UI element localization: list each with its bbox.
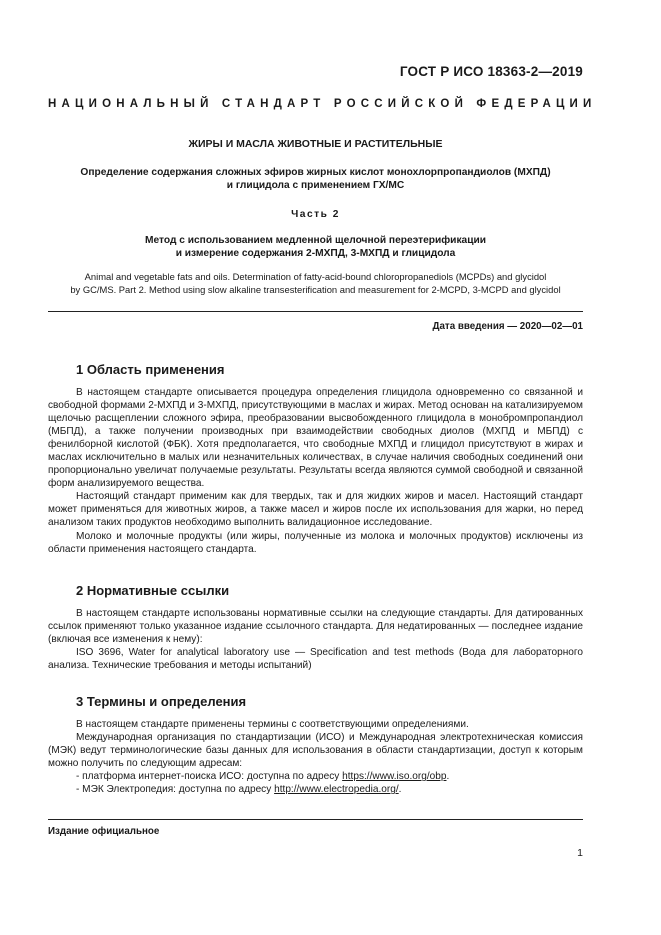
english-title [48,270,583,296]
section-heading: 2 Нормативные ссылки [76,583,230,598]
list-item-end: . [446,771,450,783]
english-line-1: Animal and vegetable fats and oils. Determination of fatty-acid-bound chloropropanediols (MCPDs) and glycidol [84,271,547,282]
page-number: 1 [577,847,583,859]
paragraph: Молоко и молочные продукты (или жиры, полученные из молока и молочных продуктов) исключены из области применения настоящего стандарта. [48,530,583,555]
method-line-2: и измерение содержания 2-МХПД, 3-МХПД и глицидола [175,248,456,259]
official-edition-label: Издание официальное [48,826,160,837]
list-item-text: - платформа интернет-поиска ИСО: доступна по адресу [76,771,343,783]
section-heading: 3 Термины и определения [76,694,247,709]
electropedia-link[interactable]: http://www.electropedia.org/ [274,784,399,796]
standard-subtitle [48,166,583,192]
method-title [48,234,583,260]
section-terms [48,694,583,796]
section-heading: 1 Область применения [76,362,225,377]
list-item [48,783,583,796]
standard-banner: НАЦИОНАЛЬНЫЙ СТАНДАРТ РОССИЙСКОЙ ФЕДЕРАЦИИ [48,98,597,110]
paragraph: В настоящем стандарте описывается процедура определения глицидола одновременно со связанной и свободной формами 2-МХПД и 3-МХПД, присутствующими в маслах и жирах. Метод основан на катализируемом щелочью расщеплении сложного эфира, преобразовании высвобожденного глицидола в монобромпропандиол (МБПД), а также получении производных при взаимодействии свободных диолов (МХПД и МБПД) с фенилборной кислотой (ФБК). Хотя предполагается, что свободные МХПД и глицидол присутствуют в жирах и маслах исключительно в малых или незначительных количествах, в случае наличия свободных соединений они пропорционально увеличат получаемые результаты. Результаты всегда являются суммой свободной и связанной форм анализируемого вещества. [48,387,583,490]
english-line-2: by GC/MS. Part 2. Method using slow alkaline transesterification and measurement for 2-MCPD, 3-MCPD and glycidol [70,284,561,295]
footer-divider [48,819,583,820]
method-line-1: Метод с использованием медленной щелочной переэтерификации [145,235,486,246]
paragraph: В настоящем стандарте применены термины с соответствующими определениями. [76,719,469,730]
subtitle-line-1: Определение содержания сложных эфиров жирных кислот монохлорпропандиолов (МХПД) [80,167,551,178]
iso-obp-link[interactable]: https://www.iso.org/obp [342,771,447,783]
title-divider [48,311,583,312]
part-label: Часть 2 [291,209,340,220]
section-normative-references [48,583,583,672]
list-item-text: - МЭК Электропедия: доступна по адресу [76,784,275,796]
section-scope [48,362,583,556]
list-item-end: . [398,784,402,796]
paragraph: ISO 3696, Water for analytical laboratory use — Specification and test methods (Вода для лабораторного анализа. Технические требования и методы испытаний) [48,647,583,672]
document-code: ГОСТ Р ИСО 18363-2—2019 [399,64,583,79]
paragraph: В настоящем стандарте использованы нормативные ссылки на следующие стандарты. Для датированных ссылок применяют только указанное издание ссылочного стандарта. Для недатированных — последнее издание (включая все изменения к нему): [48,608,583,646]
paragraph: Настоящий стандарт применим как для твердых, так и для жидких жиров и масел. Настоящий стандарт может применяться для животных жиров, а также масел и жиров после их использования для жарки, но перед анализом таких продуктов необходимо выполнить валидационное исследование. [48,491,583,529]
introduction-date: Дата введения — 2020—02—01 [432,321,583,332]
list-item [48,770,583,783]
standard-title: ЖИРЫ И МАСЛА ЖИВОТНЫЕ И РАСТИТЕЛЬНЫЕ [188,138,443,150]
subtitle-line-2: и глицидола с применением ГХ/МС [226,180,405,191]
paragraph: Международная организация по стандартизации (ИСО) и Международная электротехническая комиссия (МЭК) ведут терминологические базы данных для использования в области стандартизации, доступ к которым можно получить по следующим адресам: [48,732,583,770]
